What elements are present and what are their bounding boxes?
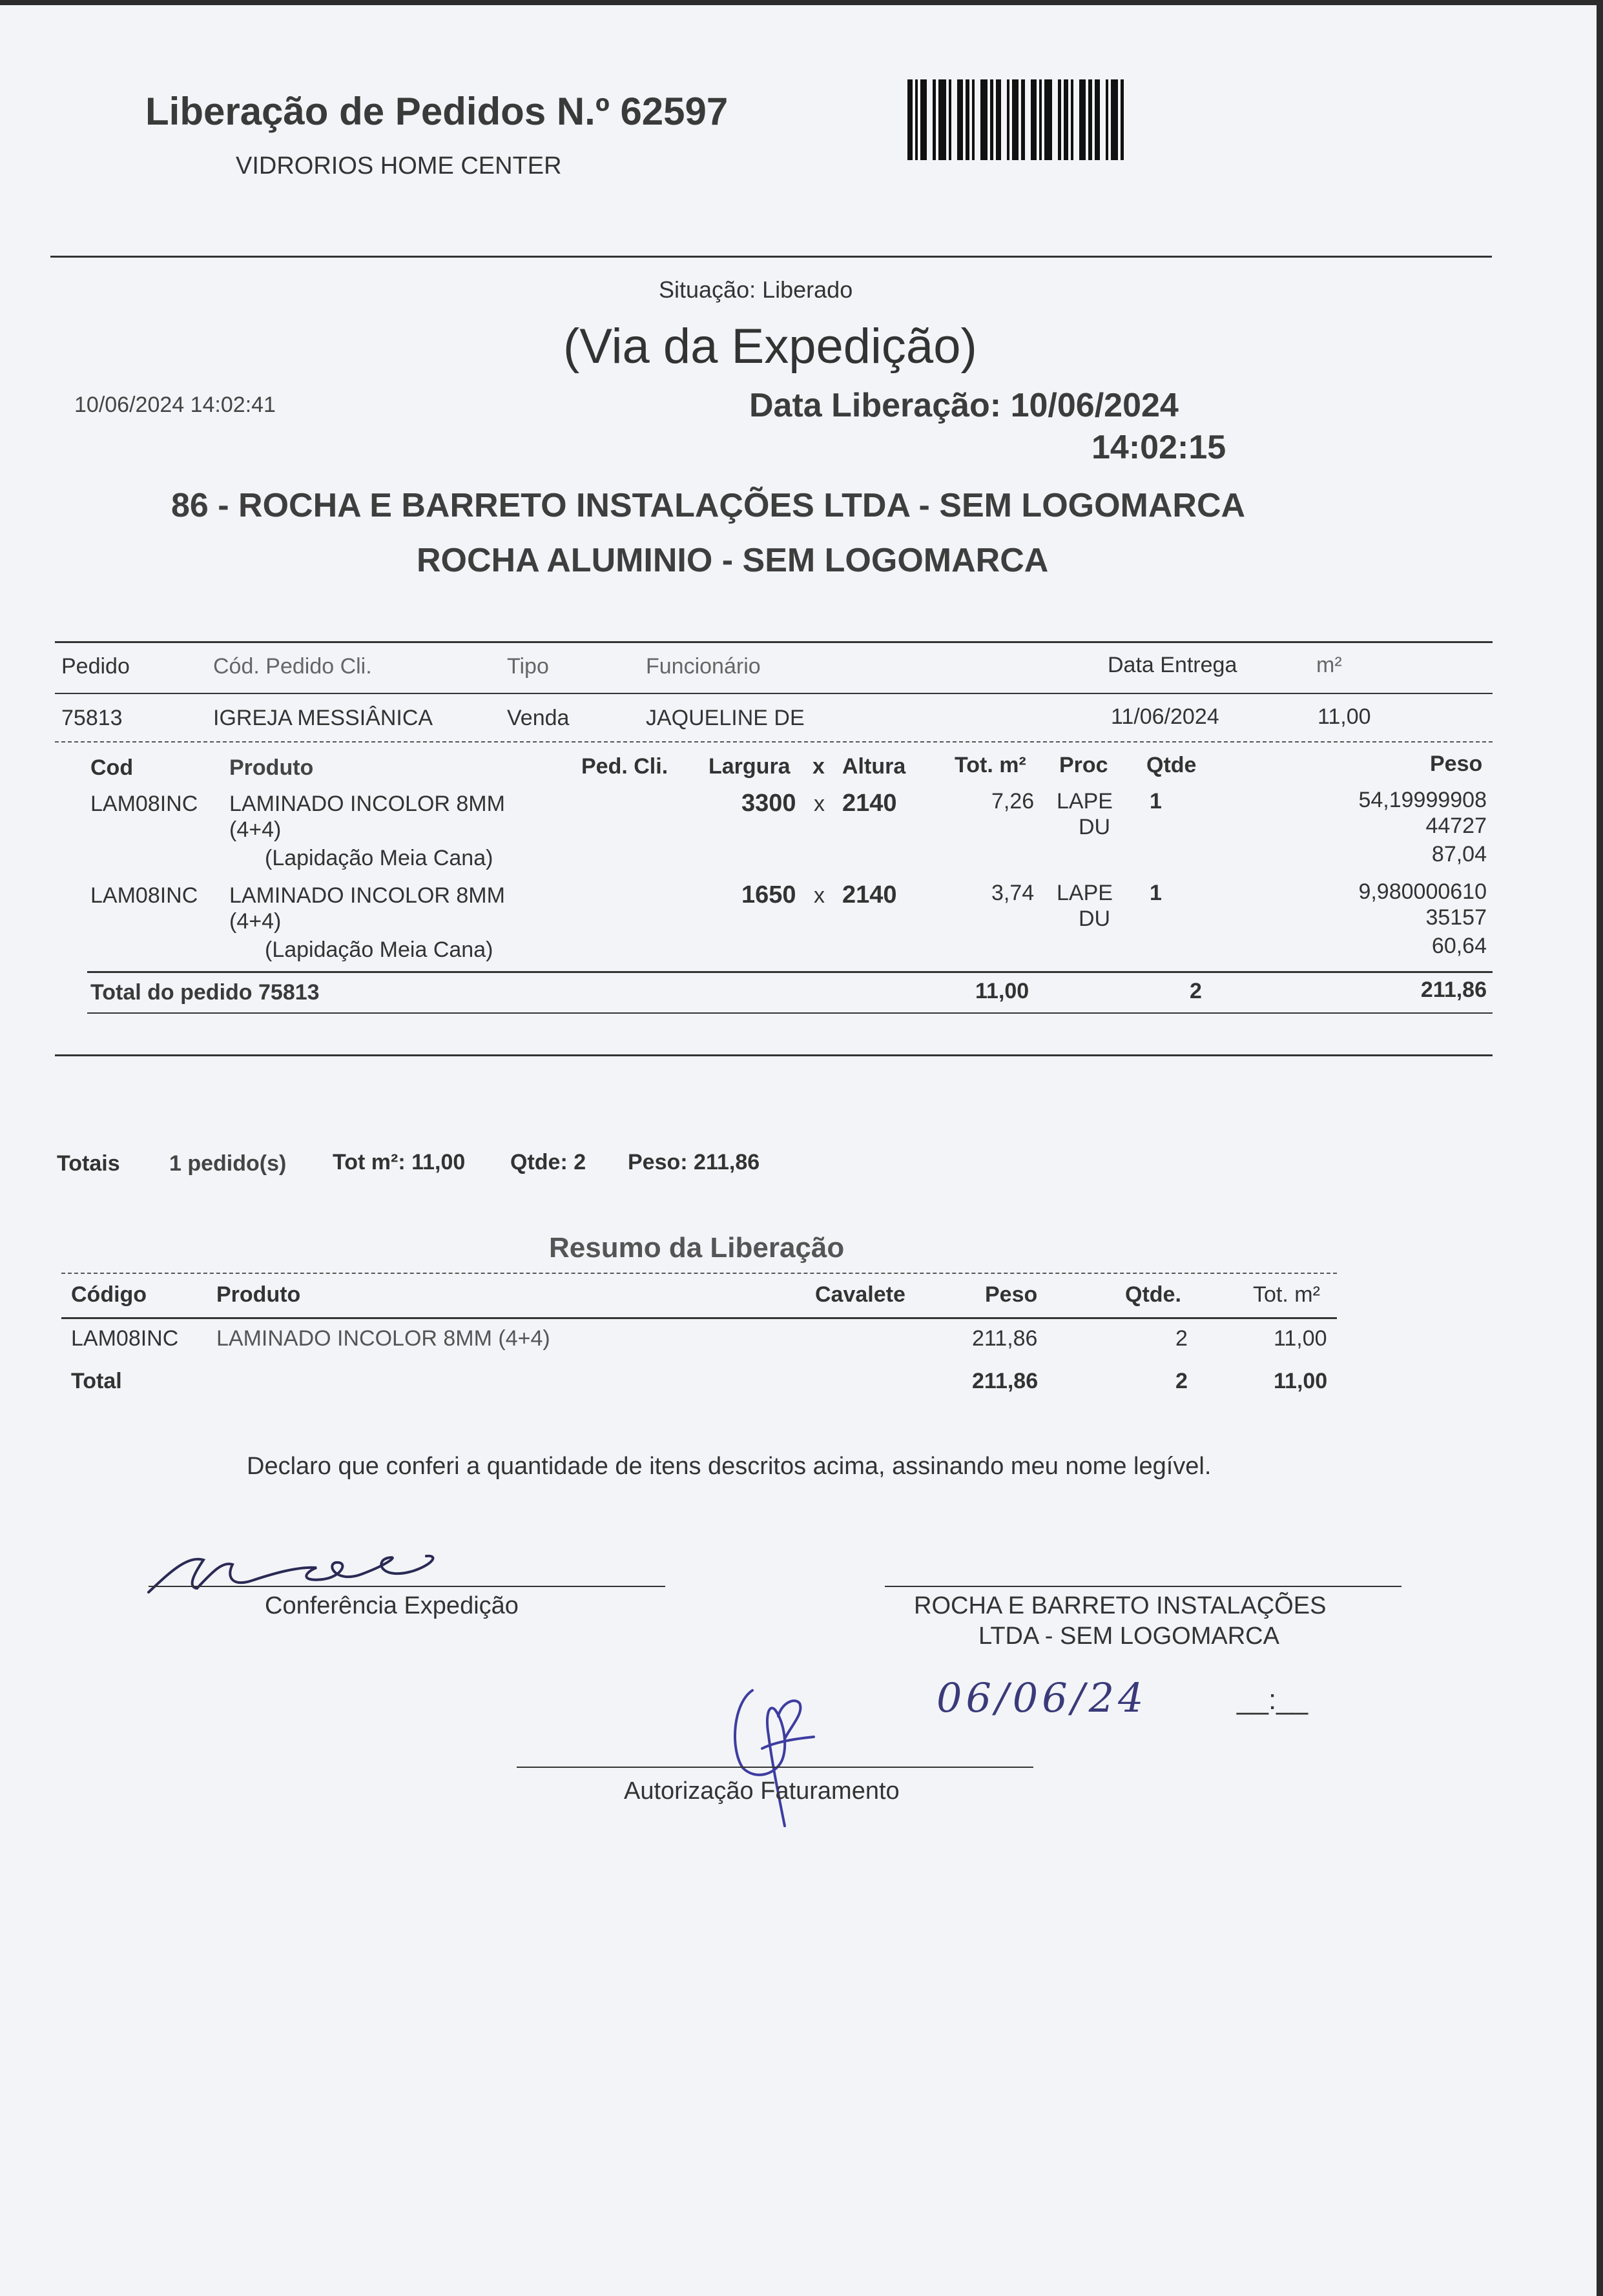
col-header-tipo: Tipo — [507, 654, 549, 679]
document-page — [0, 5, 1597, 2296]
item-qtde: 1 — [1150, 881, 1162, 905]
total-pedido-label: Total do pedido 75813 — [90, 980, 320, 1005]
divider — [87, 971, 1493, 973]
resumo-produto: LAMINADO INCOLOR 8MM (4+4) — [216, 1326, 550, 1351]
resumo-total-qtde: 2 — [1175, 1369, 1188, 1393]
pedido-funcionario: JAQUELINE DE — [646, 706, 805, 730]
release-date: Data Liberação: 10/06/2024 — [749, 387, 1179, 424]
resumo-title: Resumo da Liberação — [549, 1232, 845, 1264]
time-placeholder: __:__ — [1237, 1684, 1308, 1716]
divider — [61, 1317, 1337, 1319]
resumo-header-codigo: Código — [71, 1282, 147, 1307]
divider — [61, 1273, 1337, 1274]
signature-label-autorizacao: Autorização Faturamento — [624, 1778, 900, 1805]
col-header-altura: Altura — [842, 754, 906, 779]
item-largura: 1650 — [741, 881, 796, 908]
item-proc-cont: DU — [1079, 907, 1111, 931]
resumo-total-peso: 211,86 — [972, 1369, 1039, 1393]
declaration-text: Declaro que conferi a quantidade de itens descritos acima, assinando meu nome legível. — [247, 1453, 1212, 1480]
pedido-cod-cli: IGREJA MESSIÂNICA — [213, 706, 433, 730]
pedido-data-entrega: 11/06/2024 — [1111, 704, 1219, 729]
total-pedido-qtde: 2 — [1190, 979, 1202, 1003]
resumo-qtde: 2 — [1175, 1326, 1188, 1351]
total-pedido-m2: 11,00 — [975, 979, 1029, 1003]
totais-label: Totais — [57, 1151, 120, 1176]
col-header-cod: Cod — [90, 755, 134, 780]
signature-line — [149, 1586, 665, 1587]
status-text: Situação: Liberado — [659, 276, 853, 303]
col-header-cod-pedido-cli: Cód. Pedido Cli. — [213, 654, 372, 679]
col-header-peso: Peso — [1430, 752, 1483, 776]
item-cod: LAM08INC — [90, 792, 198, 816]
resumo-header-produto: Produto — [216, 1282, 301, 1307]
item-processo-desc: (Lapidação Meia Cana) — [265, 846, 493, 870]
client-name-line2: ROCHA ALUMINIO - SEM LOGOMARCA — [417, 542, 1049, 579]
divider — [55, 641, 1493, 643]
item-produto: LAMINADO INCOLOR 8MM — [229, 792, 505, 816]
totais-peso: Peso: 211,86 — [628, 1150, 760, 1174]
pedido-m2: 11,00 — [1318, 704, 1371, 729]
signature-line — [885, 1586, 1401, 1587]
item-peso-total: 60,64 — [1431, 934, 1487, 958]
item-cod: LAM08INC — [90, 883, 198, 908]
col-header-data-entrega: Data Entrega — [1108, 653, 1237, 677]
resumo-codigo: LAM08INC — [71, 1326, 179, 1351]
item-peso: 54,19999908 — [1358, 788, 1487, 812]
item-produto-spec: (4+4) — [229, 909, 282, 934]
total-pedido-peso: 211,86 — [1420, 978, 1487, 1002]
item-altura: 2140 — [842, 881, 897, 908]
item-peso-total: 87,04 — [1431, 842, 1487, 866]
pedido-number: 75813 — [61, 706, 123, 730]
col-header-pedido: Pedido — [61, 654, 130, 679]
col-header-produto: Produto — [229, 755, 314, 780]
item-produto: LAMINADO INCOLOR 8MM — [229, 883, 505, 908]
item-proc-cont: DU — [1079, 815, 1111, 839]
item-processo-desc: (Lapidação Meia Cana) — [265, 938, 493, 962]
item-proc: LAPE — [1057, 881, 1113, 905]
resumo-peso: 211,86 — [972, 1326, 1038, 1351]
resumo-header-tot-m2: Tot. m² — [1253, 1282, 1320, 1307]
signature-label-cliente: ROCHA E BARRETO INSTALAÇÕES — [914, 1592, 1327, 1619]
resumo-total-label: Total — [71, 1369, 122, 1393]
signature-label-conferencia: Conferência Expedição — [265, 1592, 519, 1619]
handwritten-signature-autorizacao — [723, 1677, 827, 1839]
signature-label-cliente-cont: LTDA - SEM LOGOMARCA — [978, 1623, 1279, 1650]
item-peso-cont: 44727 — [1425, 814, 1487, 838]
item-tot-m2: 7,26 — [991, 789, 1035, 814]
resumo-header-qtde: Qtde. — [1125, 1282, 1181, 1307]
col-header-funcionario: Funcionário — [646, 654, 761, 679]
divider — [50, 256, 1492, 258]
print-timestamp: 10/06/2024 14:02:41 — [74, 393, 276, 417]
col-header-qtde: Qtde — [1146, 753, 1197, 777]
barcode — [907, 79, 1159, 160]
item-proc: LAPE — [1057, 789, 1113, 814]
item-peso: 9,980000610 — [1358, 879, 1487, 904]
divider — [87, 1012, 1493, 1014]
col-header-proc: Proc — [1059, 753, 1108, 777]
item-x: x — [814, 883, 825, 908]
signature-line — [517, 1767, 1033, 1768]
col-header-tot-m2: Tot. m² — [955, 753, 1026, 777]
item-peso-cont: 35157 — [1425, 905, 1487, 930]
divider — [55, 1054, 1493, 1056]
document-title: Liberação de Pedidos N.º 62597 — [145, 90, 729, 133]
item-qtde: 1 — [1150, 789, 1162, 814]
item-largura: 3300 — [741, 790, 796, 817]
handwritten-date: 06/06/24 — [936, 1674, 1148, 1721]
resumo-header-peso: Peso — [985, 1282, 1038, 1307]
item-tot-m2: 3,74 — [991, 881, 1035, 905]
divider — [55, 741, 1493, 743]
resumo-total-tot-m2: 11,00 — [1274, 1369, 1328, 1393]
copy-type: (Via da Expedição) — [563, 319, 977, 374]
release-time: 14:02:15 — [1091, 429, 1226, 466]
col-header-x: x — [812, 754, 825, 779]
col-header-ped-cli: Ped. Cli. — [581, 754, 668, 779]
divider — [55, 693, 1493, 694]
company-name: VIDRORIOS HOME CENTER — [236, 152, 562, 179]
item-x: x — [814, 792, 825, 816]
item-altura: 2140 — [842, 790, 897, 817]
col-header-m2: m² — [1316, 653, 1342, 677]
totais-m2: Tot m²: 11,00 — [333, 1150, 466, 1174]
totais-qtde: Qtde: 2 — [510, 1150, 586, 1174]
totais-pedidos: 1 pedido(s) — [169, 1151, 287, 1176]
resumo-tot-m2: 11,00 — [1274, 1326, 1327, 1351]
pedido-tipo: Venda — [507, 706, 570, 730]
resumo-header-cavalete: Cavalete — [815, 1282, 905, 1307]
client-name-line1: 86 - ROCHA E BARRETO INSTALAÇÕES LTDA - SEM LOGOMARCA — [171, 487, 1246, 524]
item-produto-spec: (4+4) — [229, 817, 282, 842]
col-header-largura: Largura — [708, 754, 791, 779]
